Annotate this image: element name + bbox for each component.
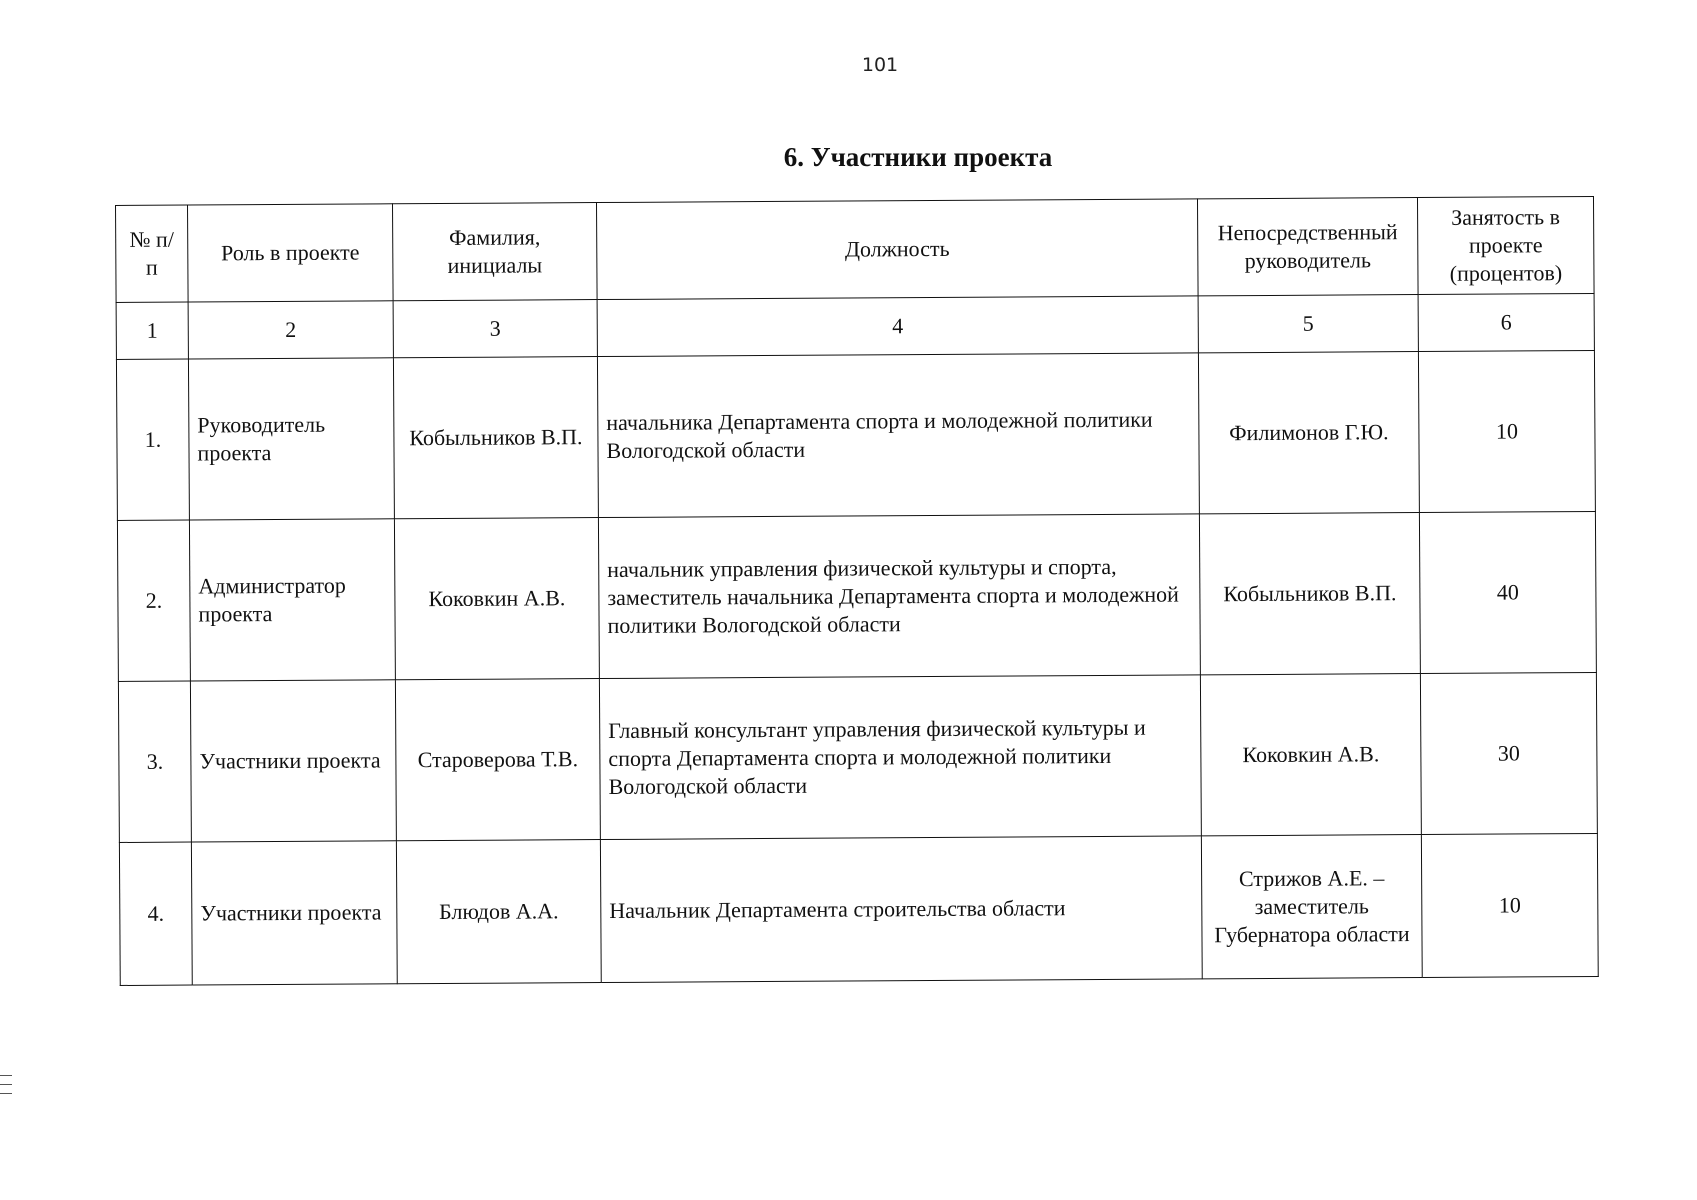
row-position: Главный консультант управления физической культуры и спорта Департамента спорта и молодежной политики Вологодской области (599, 675, 1201, 840)
row-role: Участники проекта (190, 680, 396, 842)
header-number: № п/п (116, 205, 189, 302)
row-manager: Кобыльников В.П. (1199, 513, 1420, 675)
table-row (119, 833, 1598, 985)
header-load: Занятость в проекте (процентов) (1417, 196, 1594, 294)
row-manager: Стрижов А.Е. – заместитель Губернатора области (1201, 835, 1422, 979)
row-role: Администратор проекта (189, 519, 395, 681)
table-row (116, 350, 1595, 520)
row-name: Коковкин А.В. (394, 518, 599, 680)
table-row (117, 511, 1596, 681)
column-number: 2 (188, 301, 393, 359)
column-number: 6 (1418, 293, 1594, 351)
header-manager: Непосредственный руководитель (1197, 198, 1418, 296)
header-role: Роль в проекте (188, 204, 394, 302)
row-load: 40 (1419, 511, 1596, 673)
column-number: 3 (393, 300, 597, 358)
page-number: 101 (861, 54, 899, 76)
table-header-row (116, 196, 1595, 302)
column-number: 1 (116, 302, 188, 359)
row-name: Кобыльников В.П. (393, 357, 598, 519)
row-number: 4. (119, 842, 192, 985)
row-role: Участники проекта (191, 841, 397, 985)
row-number: 2. (117, 520, 190, 681)
participants-table (115, 196, 1599, 986)
header-position: Должность (596, 199, 1198, 300)
row-load: 30 (1420, 672, 1597, 834)
row-name: Староверова Т.В. (395, 679, 600, 841)
column-number: 4 (597, 296, 1198, 357)
column-number: 5 (1198, 295, 1418, 353)
binding-margin-marks (0, 1075, 12, 1102)
row-load: 10 (1418, 350, 1595, 512)
row-manager: Филимонов Г.Ю. (1198, 352, 1419, 514)
row-position: Начальник Департамента строительства области (600, 836, 1202, 983)
margin-line (0, 1075, 12, 1076)
section-title: 6. Участники проекта (783, 142, 1053, 172)
row-load: 10 (1421, 833, 1598, 977)
row-name: Блюдов А.А. (396, 840, 601, 984)
margin-line (0, 1084, 12, 1085)
row-position: начальника Департамента спорта и молодежной политики Вологодской области (597, 353, 1199, 518)
table-row (118, 672, 1597, 842)
column-number-row (116, 293, 1594, 359)
row-manager: Коковкин А.В. (1200, 674, 1421, 836)
header-name: Фамилия, инициалы (392, 203, 597, 301)
row-role: Руководитель проекта (188, 358, 394, 520)
margin-line (0, 1093, 12, 1094)
row-number: 3. (118, 681, 191, 842)
row-position: начальник управления физической культуры и спорта, заместитель начальника Департамента спорта и молодежной политики Вологодской области (598, 514, 1200, 679)
row-number: 1. (116, 359, 189, 520)
